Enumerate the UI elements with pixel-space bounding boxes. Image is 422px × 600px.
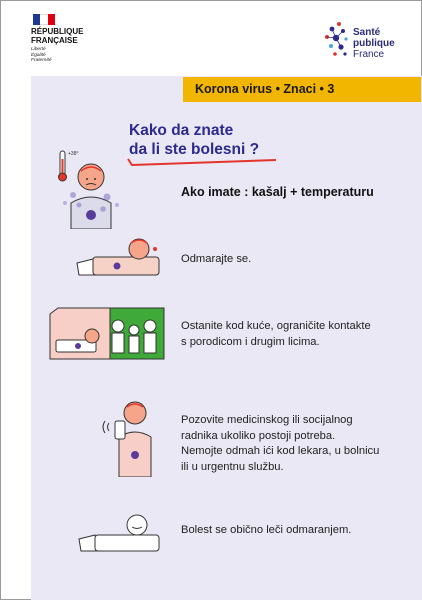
stay-home-illustration bbox=[48, 306, 166, 361]
step-text-line: Nemojte odmah ići kod lekara, u bolnicu bbox=[181, 445, 380, 457]
title-line1: Kako da znate bbox=[129, 122, 234, 139]
rf-name bbox=[31, 28, 83, 45]
spf-line3: France bbox=[353, 49, 385, 60]
sick-person-illustration bbox=[53, 147, 133, 229]
french-flag-icon bbox=[33, 14, 55, 25]
step-text-line: ili u urgentnu službu. bbox=[181, 460, 284, 473]
title-underline-icon bbox=[126, 157, 281, 171]
phone-call-illustration bbox=[99, 399, 159, 477]
step-3-text bbox=[181, 413, 379, 475]
step-text-line: Bolest se obično leči odmaranjem. bbox=[181, 524, 352, 536]
page-title bbox=[129, 121, 259, 159]
spf-dots-icon bbox=[323, 20, 351, 60]
spf-line2: publique bbox=[353, 38, 395, 49]
step-text-line: s porodicom i drugim licima. bbox=[181, 335, 320, 348]
rf-name-line1: RÉPUBLIQUE bbox=[31, 27, 84, 36]
rf-motto-line: Fraternité bbox=[31, 58, 52, 63]
step-4-text bbox=[181, 523, 351, 539]
step-2-text bbox=[181, 319, 371, 350]
step-text-line: Pozovite medicinskog ili socijalnog bbox=[181, 414, 353, 426]
rf-motto-line: Liberté bbox=[31, 47, 46, 52]
topic-banner bbox=[183, 77, 421, 102]
symptoms-subtitle: Ako imate : kašalj + temperaturu bbox=[181, 185, 374, 199]
banner-text: Korona virus • Znaci • 3 bbox=[195, 82, 335, 96]
title-line2: da li ste bolesni ? bbox=[129, 141, 260, 158]
step-text-line: Ostanite kod kuće, ograničite kontakte bbox=[181, 320, 371, 332]
spf-line1: Santé bbox=[353, 27, 381, 38]
recovery-rest-illustration bbox=[75, 513, 165, 555]
thermometer-label: +38° bbox=[68, 151, 79, 157]
rf-motto bbox=[31, 47, 83, 64]
resting-person-illustration bbox=[73, 237, 165, 279]
republique-francaise-logo bbox=[31, 14, 83, 64]
rf-name-line2: FRANÇAISE bbox=[31, 35, 78, 45]
step-text-line: Odmarajte se. bbox=[181, 253, 252, 265]
rf-motto-line: Égalité bbox=[31, 52, 46, 58]
step-text-line: radnika ukoliko postoji potreba. bbox=[181, 429, 336, 442]
step-1-text bbox=[181, 252, 251, 268]
